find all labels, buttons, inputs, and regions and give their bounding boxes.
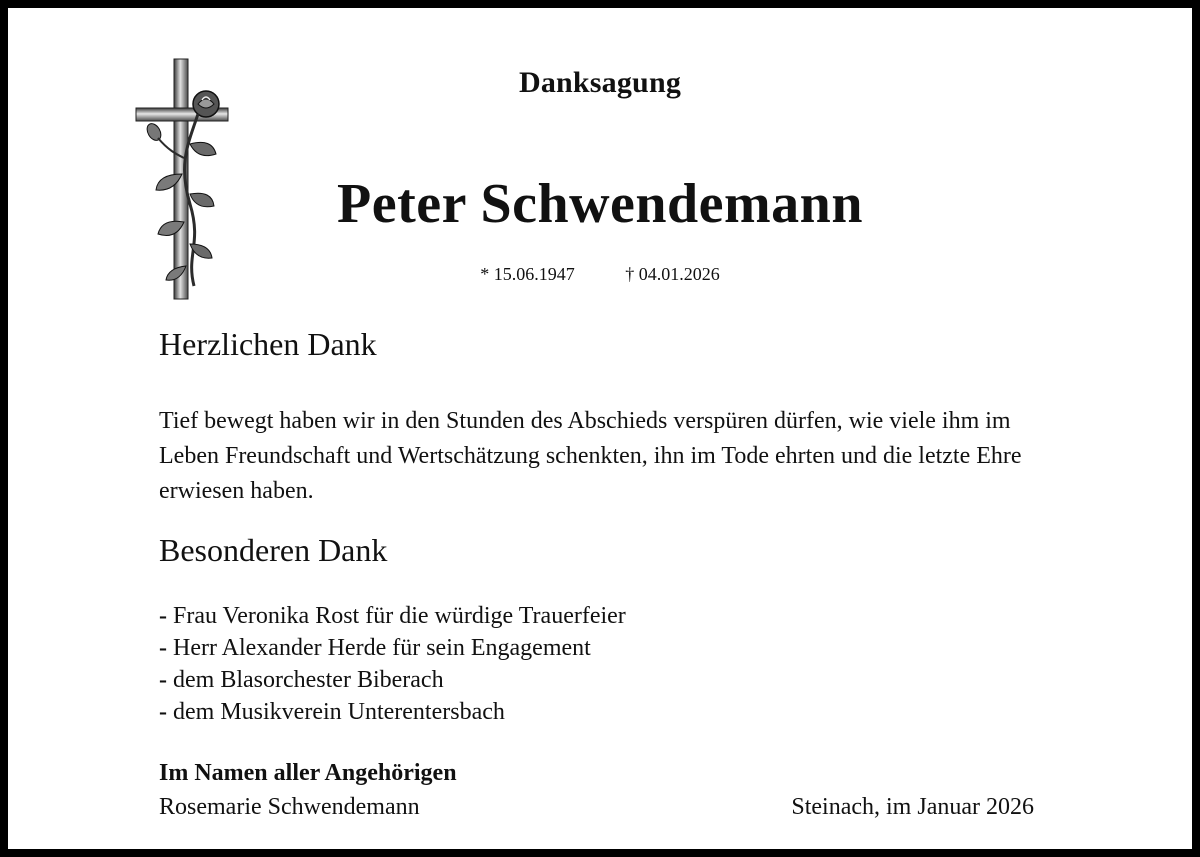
death-date: † 04.01.2026 <box>625 264 720 284</box>
page-title: Danksagung <box>518 66 682 99</box>
list-item-text: dem Blasorchester Biberach <box>173 667 444 693</box>
list-bullet: - <box>159 603 167 629</box>
signature-heading: Im Namen aller Angehörigen <box>159 760 457 786</box>
place-and-date: Steinach, im Januar 2026 <box>791 794 1034 820</box>
list-item <box>159 696 1059 728</box>
list-bullet: - <box>159 635 167 661</box>
list-bullet: - <box>159 667 167 693</box>
signature-name: Rosemarie Schwendemann <box>159 794 420 820</box>
list-item-text: Herr Alexander Herde für sein Engagement <box>173 635 591 661</box>
life-dates <box>8 264 1192 285</box>
deceased-name: Peter Schwendemann <box>337 173 863 235</box>
list-item <box>159 632 1059 664</box>
list-item-text: dem Musikverein Unterentersbach <box>173 699 505 725</box>
special-thanks-heading: Besonderen Dank <box>159 532 388 568</box>
list-item-text: Frau Veronika Rost für die würdige Trauerfeier <box>173 603 626 629</box>
list-item <box>159 664 1059 696</box>
special-thanks-list <box>159 600 1059 728</box>
list-item <box>159 600 1059 632</box>
birth-date: * 15.06.1947 <box>480 264 575 284</box>
thanks-heading: Herzlichen Dank <box>159 326 377 362</box>
thanks-paragraph: Tief bewegt haben wir in den Stunden des Abschieds verspüren dürfen, wie viele ihm im Leben Freundschaft und Wertschätzung schenkten, ihn im Tode ehrten und die letzte Ehre erwiesen haben. <box>159 408 1022 504</box>
list-bullet: - <box>159 699 167 725</box>
